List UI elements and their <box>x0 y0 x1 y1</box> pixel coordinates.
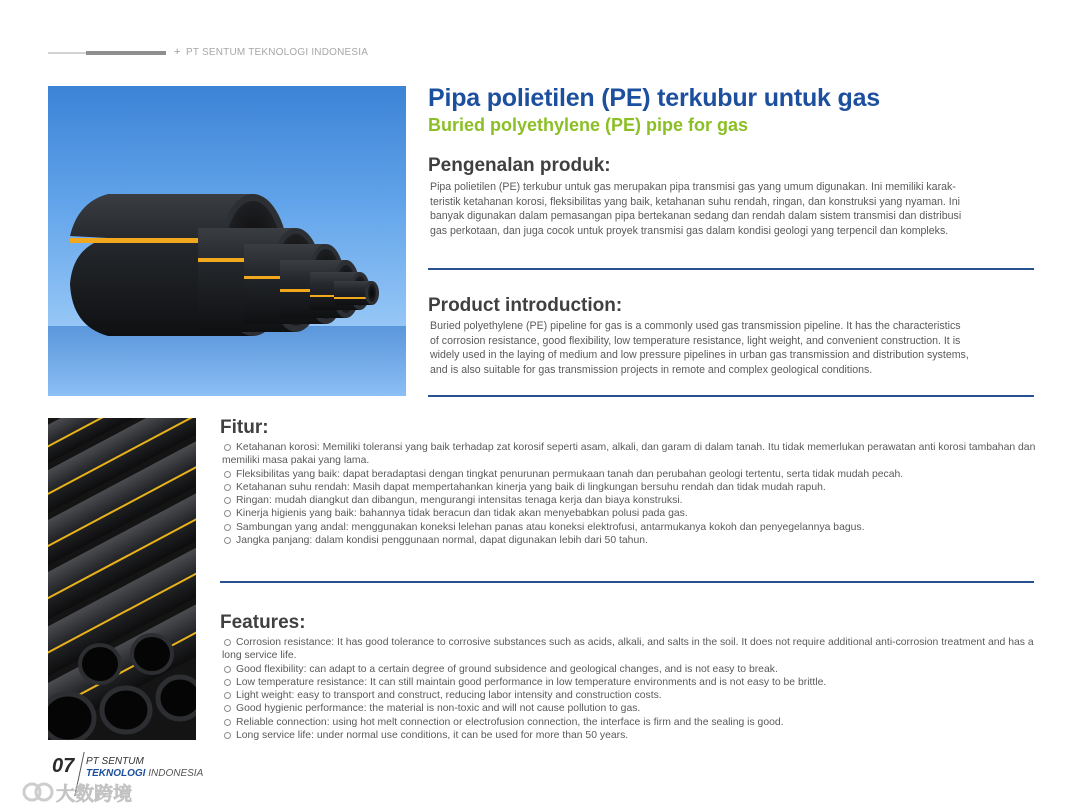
intro-en-paragraph <box>430 319 1036 377</box>
bullet-circle-icon <box>224 484 231 491</box>
list-item: Corrosion resistance: It has good tolerance to corrosive substances such as acids, alkali, and salts in the soil. It does not require additional anti-corrosion treatment and has a long service life. <box>222 637 1034 662</box>
intro-id-paragraph <box>430 180 1036 238</box>
features-en-heading: Features: <box>220 612 306 633</box>
features-id-heading: Fitur: <box>220 417 269 438</box>
intro-en-line: and is also suitable for gas transmission projects in remote and complex geological conditions. <box>430 363 873 376</box>
header-line-dark <box>86 51 166 55</box>
divider-rule <box>428 268 1034 270</box>
list-item: Long service life: under normal use conditions, it can be used for more than 50 years. <box>222 729 1036 742</box>
list-item: Jangka panjang: dalam kondisi penggunaan normal, dapat digunakan lebih dari 50 tahun. <box>222 534 1036 547</box>
intro-id-line: gas perkotaan, dan juga cocok untuk proyek transmisi gas dalam kondisi geologi yang terpencil dan kompleks. <box>430 224 949 237</box>
bullet-circle-icon <box>224 497 231 504</box>
features-id-list <box>222 441 1036 547</box>
page-number: 07 <box>52 755 75 777</box>
intro-en-line: widely used in the laying of medium and low pressure pipelines in urban gas transmission and distribution systems, <box>430 349 969 362</box>
bullet-circle-icon <box>224 510 231 517</box>
list-item: Light weight: easy to transport and construct, reducing labor intensity and construction costs. <box>222 689 1036 702</box>
bullet-circle-icon <box>224 639 231 646</box>
bullet-circle-icon <box>224 666 231 673</box>
bullet-circle-icon <box>224 692 231 699</box>
title-english: Buried polyethylene (PE) pipe for gas <box>428 115 749 135</box>
bullet-circle-icon <box>224 471 231 478</box>
intro-en-line: of corrosion resistance, good flexibility, low temperature resistance, light weight, and convenient construction. It is <box>430 334 961 347</box>
list-item: Ketahanan korosi: Memiliki toleransi yang baik terhadap zat korosif seperti asam, alkali, dan garam di dalam tanah. Itu tidak memerlukan perawatan anti korosi tambahan dan memiliki masa pakai yang lama. <box>222 442 1036 467</box>
divider-rule <box>220 581 1034 583</box>
bullet-circle-icon <box>224 719 231 726</box>
header-line-light <box>48 52 86 54</box>
footer-company-bold: TEKNOLOGI <box>86 768 146 779</box>
list-item: Sambungan yang andal: menggunakan koneksi lelehan panas atau koneksi elektrofusi, antarmukanya kokoh dan penyegelannya bagus. <box>222 521 1036 534</box>
bullet-circle-icon <box>224 705 231 712</box>
bullet-circle-icon <box>224 732 231 739</box>
list-item: Ringan: mudah diangkut dan dibangun, mengurangi intensitas tenaga kerja dan biaya konstruksi. <box>222 494 1036 507</box>
intro-id-line: Pipa polietilen (PE) terkubur untuk gas merupakan pipa transmisi gas yang umum digunakan. Ini memiliki karak- <box>430 181 956 193</box>
bullet-circle-icon <box>224 537 231 544</box>
watermark-logo <box>22 778 147 810</box>
list-item: Kinerja higienis yang baik: bahannya tidak beracun dan tidak akan menyebabkan polusi pada gas. <box>222 507 1036 520</box>
list-item: Good flexibility: can adapt to a certain degree of ground subsidence and geological changes, and is not easy to break. <box>222 663 1036 676</box>
list-item: Reliable connection: using hot melt connection or electrofusion connection, the interface is firm and the sealing is good. <box>222 716 1036 729</box>
bullet-circle-icon <box>224 679 231 686</box>
footer-company-rest: INDONESIA <box>145 768 204 779</box>
intro-id-line: teristik ketahanan korosi, fleksibilitas yang baik, ketahanan suhu rendah, ringan, dan konstruksi yang nyaman. Ini <box>430 195 960 208</box>
intro-id-heading: Pengenalan produk: <box>428 155 611 176</box>
bullet-circle-icon <box>224 444 231 451</box>
bullet-circle-icon <box>224 524 231 531</box>
divider-rule <box>428 395 1034 397</box>
list-item: Low temperature resistance: It can still maintain good performance in low temperature environments and is not easy to be brittle. <box>222 676 1036 689</box>
svg-text:大数跨境: 大数跨境 <box>56 783 133 805</box>
product-photo-pipe-pile <box>48 418 196 740</box>
footer-company-line1: PT SENTUM <box>86 756 144 767</box>
features-en-list <box>222 636 1036 742</box>
intro-id-line: banyak digunakan dalam pemasangan pipa bertekanan sedang dan rendah dalam sistem transmisi dan distribusi <box>430 210 962 223</box>
list-item: Good hygienic performance: the material is non-toxic and will not cause pollution to gas. <box>222 702 1036 715</box>
header-company: PT SENTUM TEKNOLOGI INDONESIA <box>186 47 369 58</box>
intro-en-heading: Product introduction: <box>428 295 623 316</box>
intro-en-line: Buried polyethylene (PE) pipeline for gas is a commonly used gas transmission pipeline. It has the characteristics <box>430 320 961 332</box>
header-plus: + <box>174 46 181 58</box>
title-indonesian: Pipa polietilen (PE) terkubur untuk gas <box>428 84 880 112</box>
list-item: Fleksibilitas yang baik: dapat beradaptasi dengan tingkat penurunan permukaan tanah dan perubahan geologi tertentu, serta tidak mudah pecah. <box>222 468 1036 481</box>
product-photo-stacked-pipes <box>48 86 406 396</box>
list-item: Ketahanan suhu rendah: Masih dapat mempertahankan kinerja yang baik di lingkungan bersuhu rendah dan tidak mudah rapuh. <box>222 481 1036 494</box>
